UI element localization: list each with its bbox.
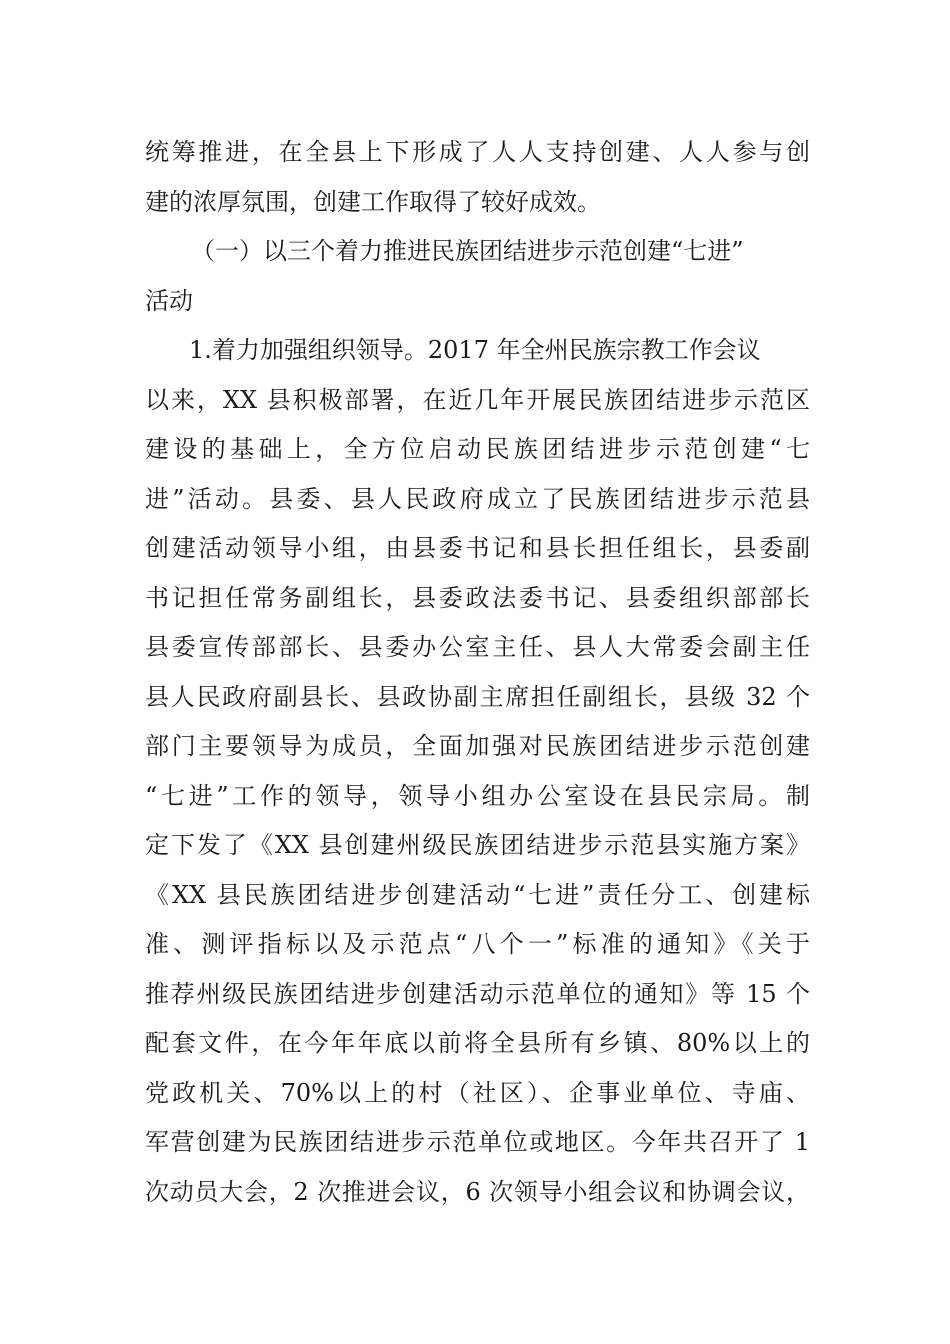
text-line: 县人民政府副县长、县政协副主席担任副组长，县级 32 个 bbox=[145, 682, 810, 711]
text-line: 党政机关、70%以上的村（社区）、企事业单位、寺庙、 bbox=[145, 1078, 810, 1107]
body-text bbox=[145, 128, 810, 1217]
text-line: 定下发了《XX 县创建州级民族团结进步示范县实施方案》 bbox=[145, 831, 810, 859]
text-line: 部门主要领导为成员，全面加强对民族团结进步示范创建 bbox=[145, 732, 810, 760]
text-line: 以来，XX 县积极部署，在近几年开展民族团结进步示范区 bbox=[145, 385, 810, 414]
text-line: “七进”工作的领导，领导小组办公室设在县民宗局。制 bbox=[145, 781, 810, 810]
section-heading-continued: 活动 bbox=[145, 286, 193, 315]
text-line: 军营创建为民族团结进步示范单位或地区。今年共召开了 1 bbox=[145, 1128, 810, 1156]
section-heading: （一）以三个着力推进民族团结进步示范创建“七进” bbox=[191, 237, 744, 265]
text-line: 次动员大会，2 次推进会议，6 次领导小组会议和协调会议， bbox=[145, 1177, 810, 1206]
text-line: 建的浓厚氛围，创建工作取得了较好成效。 bbox=[145, 187, 601, 216]
text-line: 书记担任常务副组长，县委政法委书记、县委组织部部长 bbox=[145, 583, 810, 612]
text-line: 县委宣传部部长、县委办公室主任、县人大常委会副主任 bbox=[145, 633, 810, 661]
text-line: 建设的基础上，全方位启动民族团结进步示范创建“七 bbox=[145, 435, 810, 463]
subsection-heading-line: 1.着力加强组织领导。2017 年全州民族宗教工作会议 bbox=[189, 336, 761, 364]
text-line: 推荐州级民族团结进步创建活动示范单位的通知》等 15 个 bbox=[145, 979, 810, 1008]
text-line: 配套文件，在今年年底以前将全县所有乡镇、80%以上的 bbox=[145, 1029, 810, 1057]
text-line: 统筹推进，在全县上下形成了人人支持创建、人人参与创 bbox=[145, 138, 810, 166]
text-line: 创建活动领导小组，由县委书记和县长担任组长，县委副 bbox=[145, 534, 810, 562]
text-line: 准、测评指标以及示范点“八个一”标准的通知》《关于 bbox=[145, 930, 810, 958]
text-line: 进”活动。县委、县人民政府成立了民族团结进步示范县 bbox=[145, 484, 810, 513]
text-line: 《XX 县民族团结进步创建活动“七进”责任分工、创建标 bbox=[145, 880, 810, 909]
